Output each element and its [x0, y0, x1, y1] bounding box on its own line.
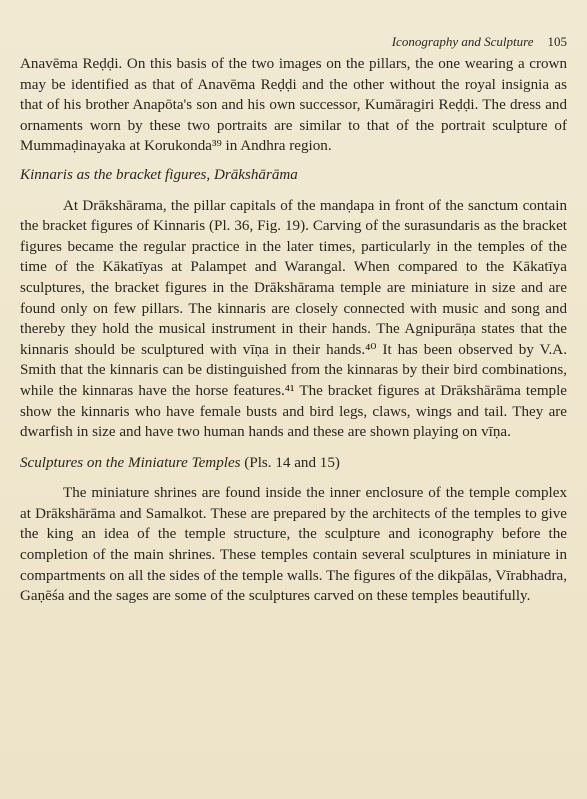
page-number: 105 — [547, 34, 567, 49]
running-title: Iconography and Sculpture — [391, 34, 534, 49]
body-text — [20, 54, 567, 607]
page-header — [392, 34, 567, 50]
heading-italic-part: Sculptures on the Miniature Temples — [20, 454, 241, 471]
section-heading-miniature-temples — [20, 453, 567, 474]
section-heading-kinnaris: Kinnaris as the bracket figures, Drākshārāma — [20, 166, 298, 183]
heading-plates-ref: (Pls. 14 and 15) — [240, 454, 340, 471]
paragraph-1: Anavēma Reḍḍi. On this basis of the two images on the pillars, the one wearing a crown may be identified as that of Anavēma Reḍḍi and the other without the royal insignia as that of his brother Anapōta's son and his own successor, Kumāragiri Reḍḍi. The dress and ornaments worn by these two portraits are similar to that of the portrait sculpture of Mummaḍinayaka at Korukonda³⁹ in Andhra region. — [20, 56, 567, 155]
paragraph-2: At Drākshārama, the pillar capitals of the manḍapa in front of the sanctum contain the bracket figures of Kinnaris (Pl. 36, Fig. 19). Carving of the surasundaris as the bracket figures became the regular practice in the later times, particularly in the temples of the time of the Kākatīyas at Palampet and Warangal. When compared to the Kākatīya sculptures, the bracket figures in the Drākshārama temple are miniature in size and are found only on few pillars. The kinnaris are closely connected with music and song and thereby they hold the musical instrument in their hands. The Agnipurāṇa states that the kinnaris should be sculptured with vīṇa in their hands.⁴⁰ It has been observed by V.A. Smith that the kinnaris can be distinguished from the kinnaras by their bird combinations, while the kinnaras have the horse features.⁴¹ The bracket figures at Drākshārāma temple show the kinnaris who have female busts and bird legs, claws, wings and tail. They are dwarfish in size and have two human hands and these are shown playing on vīṇa. — [20, 197, 567, 441]
paragraph-3: The miniature shrines are found inside the inner enclosure of the temple complex at Drākshārāma and Samalkot. These are prepared by the architects of the temples to give the king an idea of the temple structure, the sculpture and iconography before the completion of the main shrines. These temples contain several sculptures in miniature in compartments on all the sides of the temple walls. The figures of the dikpālas, Vīrabhadra, Gaṇēśa and the sages are some of the sculptures carved on these temples beautifully. — [20, 485, 567, 605]
